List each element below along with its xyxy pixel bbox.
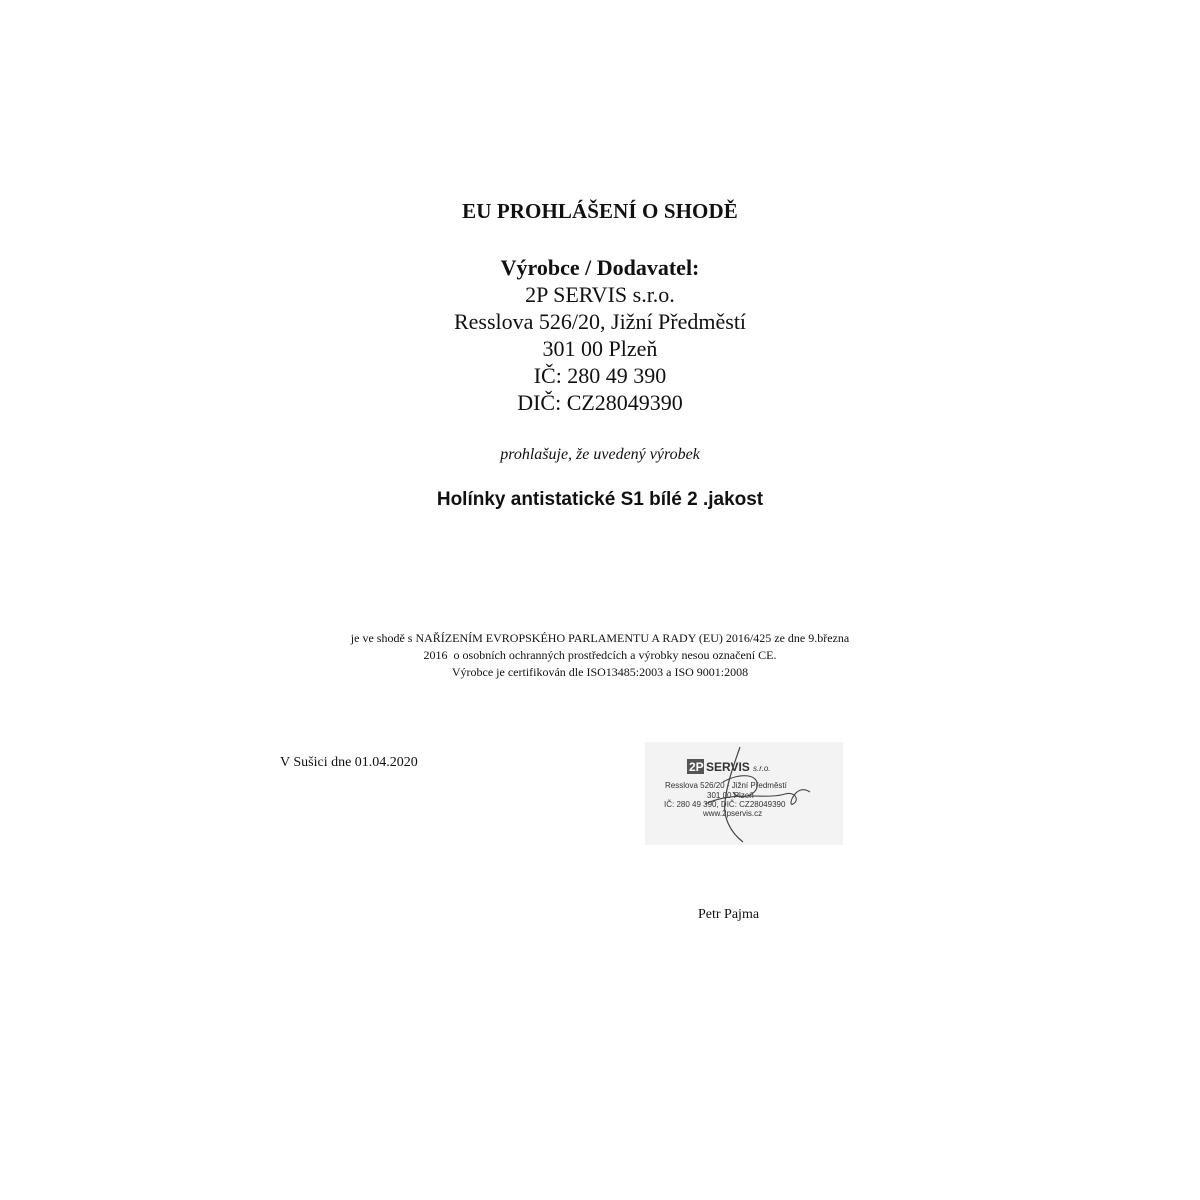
stamp-graphic — [645, 742, 843, 845]
regulation-line: je ve shodě s NAŘÍZENÍM EVROPSKÉHO PARLAMENTU A RADY (EU) 2016/425 ze dne 9.března — [350, 631, 850, 645]
supplier-address — [0, 281, 1200, 416]
stamp-logo-text: 2P — [689, 760, 704, 774]
document-title: EU PROHLÁŠENÍ O SHODĚ — [462, 199, 738, 223]
place-and-date: V Sušici dne 01.04.2020 — [280, 755, 418, 770]
stamp-line: 301 00 Plzeň — [707, 791, 754, 800]
supplier-street: Resslova 526/20, Jižní Předměstí — [453, 309, 747, 334]
stamp-line: SERVIS — [706, 760, 750, 774]
supplier-city: 301 00 Plzeň — [542, 336, 658, 361]
stamp-line: Resslova 526/20 - Jižní Předměstí — [665, 781, 787, 790]
product-name: Holínky antistatické S1 bílé 2 .jakost — [436, 489, 764, 510]
regulation-line: Výrobce je certifikován dle ISO13485:2003 a ISO 9001:2008 — [451, 665, 749, 679]
stamp-line: www.2pservis.cz — [703, 809, 763, 818]
company-stamp-with-signature — [645, 742, 843, 845]
supplier-company-name: 2P SERVIS s.r.o. — [525, 282, 675, 307]
regulation-line: 2016 o osobních ochranných prostředcích a výrobky nesou označení CE. — [423, 648, 777, 662]
regulation-text — [0, 630, 1200, 681]
signer-name: Petr Pajma — [698, 907, 760, 922]
supplier-ic: IČ: 280 49 390 — [533, 363, 667, 388]
stamp-line: s.r.o. — [753, 764, 771, 773]
supplier-dic: DIČ: CZ28049390 — [517, 390, 683, 415]
stamp-line: IČ: 280 49 390, DIČ: CZ28049390 — [664, 800, 786, 809]
declaration-phrase: prohlašuje, že uvedený výrobek — [500, 446, 700, 463]
supplier-heading: Výrobce / Dodavatel: — [500, 255, 700, 280]
